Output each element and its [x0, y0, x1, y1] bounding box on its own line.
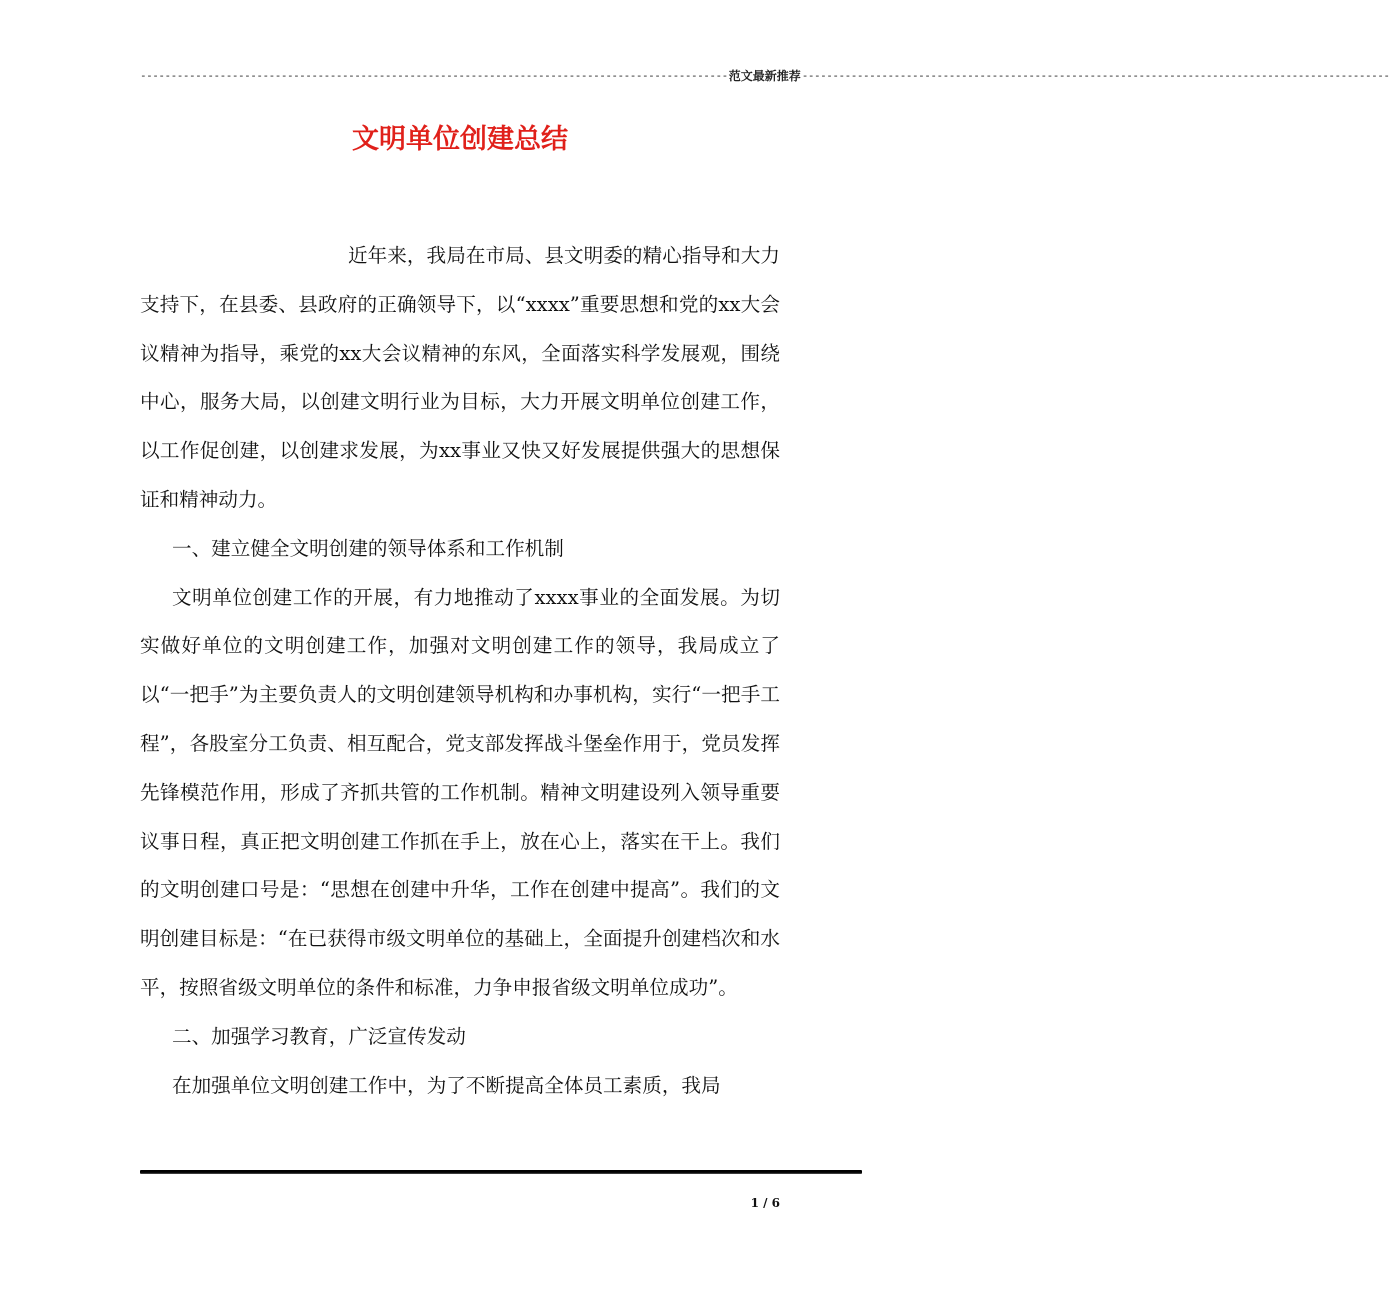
- section-heading-2: 二、加强学习教育，广泛宣传发动: [172, 1024, 466, 1048]
- paragraph-section-1: 文明单位创建工作的开展，有力地推动了xxxx事业的全面发展。为切实做好单位的文明创建工作，加强对文明创建工作的领导，我局成立了以“一把手”为主要负责人的文明创建领导机构和办事机构，实行“一把手工程”，各股室分工负责、相互配合，党支部发挥战斗堡垒作用于，党员发挥先锋模范作用，形成了齐抓共管的工作机制。精神文明建设列入领导重要议事日程，真正把文明创建工作抓在手上，放在心上，落实在干上。我们的文明创建口号是：“思想在创建中升华，工作在创建中提高”。我们的文明创建目标是：“在已获得市级文明单位的基础上，全面提升创建档次和水平，按照省级文明单位的条件和标准，力争申报省级文明单位成功”。: [140, 585, 780, 999]
- header-dash-left: ------------------------------------------------------------------------------------------------: [140, 69, 728, 82]
- section-heading-1: 一、建立健全文明创建的领导体系和工作机制: [172, 536, 564, 560]
- paragraph-section-2: 在加强单位文明创建工作中，为了不断提高全体员工素质，我局: [172, 1073, 721, 1097]
- header-label: 范文最新推荐: [728, 69, 801, 83]
- header-dash-right: ------------------------------------------------------------------------------------------------: [801, 69, 1390, 82]
- document-body: [140, 232, 780, 1110]
- footer-divider: [140, 1170, 862, 1174]
- document-title: 文明单位创建总结: [352, 124, 568, 155]
- page-number: 1 / 6: [750, 1196, 780, 1210]
- paragraph-intro: 近年来，我局在市局、县文明委的精心指导和大力支持下，在县委、县政府的正确领导下，以“xxxx”重要思想和党的xx大会议精神为指导，乘党的xx大会议精神的东风，全面落实科学发展观，围绕中心，服务大局，以创建文明行业为目标，大力开展文明单位创建工作，以工作促创建，以创建求发展，为xx事业又快又好发展提供强大的思想保证和精神动力。: [140, 244, 780, 511]
- page-header: [140, 68, 1390, 84]
